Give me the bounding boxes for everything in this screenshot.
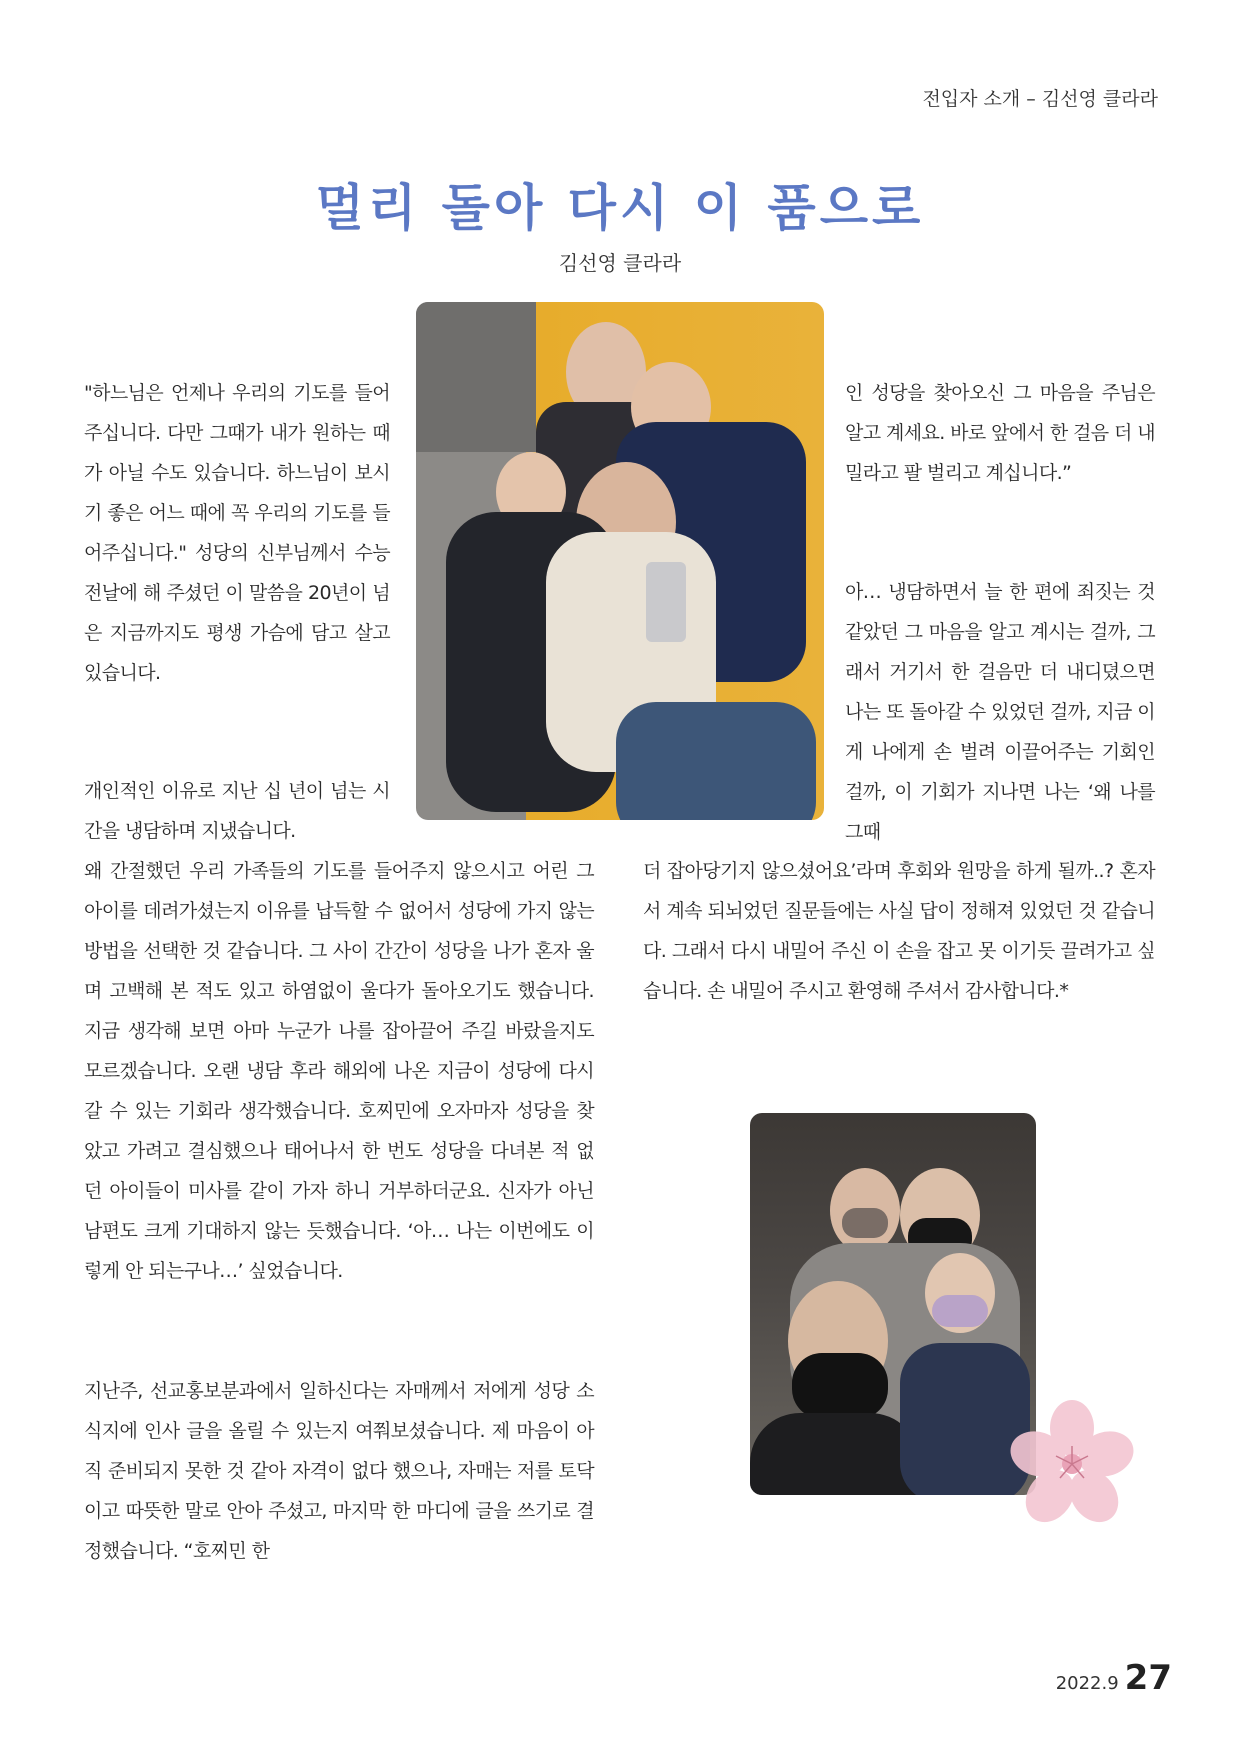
article-title: 멀리 돌아 다시 이 품으로 xyxy=(315,179,925,237)
paragraph-5: 인 성당을 찾아오신 그 마음을 주님은 알고 계세요. 바로 앞에서 한 걸음 더 내밀라고 팔 벌리고 계십니다.” xyxy=(845,382,1155,484)
family-masked-selfie-photo xyxy=(750,1113,1036,1495)
paragraph-1: "하느님은 언제나 우리의 기도를 들어주십니다. 다만 그때가 내가 원하는 때가 아닐 수도 있습니다. 하느님이 보시기 좋은 어느 때에 꼭 우리의 기도를 들어주십니다." 성당의 신부님께서 수능 전날에 해 주셨던 이 말씀을 20년이 넘은 지금까지도 평생 가슴에 담고 살고 있습니다. xyxy=(84,382,390,684)
issue-date: 2022.9 xyxy=(1055,1673,1119,1694)
paragraph-2: 개인적인 이유로 지난 십 년이 넘는 시간을 냉담하며 지냈습니다. xyxy=(84,780,390,842)
paragraph-4: 지난주, 선교홍보분과에서 일하신다는 자매께서 저에게 성당 소식지에 인사 글을 올릴 수 있는지 여쭤보셨습니다. 제 마음이 아직 준비되지 못한 것 같아 자격이 없다 했으나, 자매는 저를 토닥이고 따뜻한 말로 안아 주셨고, 마지막 한 마디에 글을 쓰기로 결정했습니다. “호찌민 한 xyxy=(84,1380,594,1562)
paragraph-7: 더 잡아당기지 않으셨어요’라며 후회와 원망을 하게 될까..? 혼자서 계속 되뇌었던 질문들에는 사실 답이 정해져 있었던 것 같습니다. 그래서 다시 내밀어 주신 이 손을 잡고 못 이기듯 끌려가고 싶습니다. 손 내밀어 주시고 환영해 주셔서 감사합니다.* xyxy=(643,860,1155,1002)
paragraph-6: 아… 냉담하면서 늘 한 편에 죄짓는 것 같았던 그 마음을 알고 계시는 걸까, 그래서 거기서 한 걸음만 더 내디뎠으면 나는 또 돌아갈 수 있었던 걸까, 지금 이게 나에게 손 벌려 이끌어주는 기회인 걸까, 이 기회가 지나면 나는 ‘왜 나를 그때 xyxy=(845,581,1155,843)
page-number: 27 xyxy=(1124,1658,1172,1698)
cherry-blossom-flower-icon xyxy=(1010,1400,1134,1524)
section-header: 전입자 소개 – 김선영 클라라 xyxy=(922,88,1158,110)
family-selfie-photo xyxy=(416,302,824,820)
article-author: 김선영 클라라 xyxy=(558,251,682,275)
paragraph-3: 왜 간절했던 우리 가족들의 기도를 들어주지 않으시고 어린 그 아이를 데려가셨는지 이유를 납득할 수 없어서 성당에 가지 않는 방법을 선택한 것 같습니다. 그 사이 간간이 성당을 나가 혼자 울며 고백해 본 적도 있고 하염없이 울다가 돌아오기도 했습니다. 지금 생각해 보면 아마 누군가 나를 잡아끌어 주길 바랐을지도 모르겠습니다. 오랜 냉담 후라 해외에 나온 지금이 성당에 다시 갈 수 있는 기회라 생각했습니다. 호찌민에 오자마자 성당을 찾았고 가려고 결심했으나 태어나서 한 번도 성당을 다녀본 적 없던 아이들이 미사를 같이 가자 하니 거부하더군요. 신자가 아닌 남편도 크게 기대하지 않는 듯했습니다. ‘아… 나는 이번에도 이렇게 안 되는구나…’ 싶었습니다. xyxy=(84,860,594,1282)
page-footer xyxy=(1056,1658,1172,1698)
